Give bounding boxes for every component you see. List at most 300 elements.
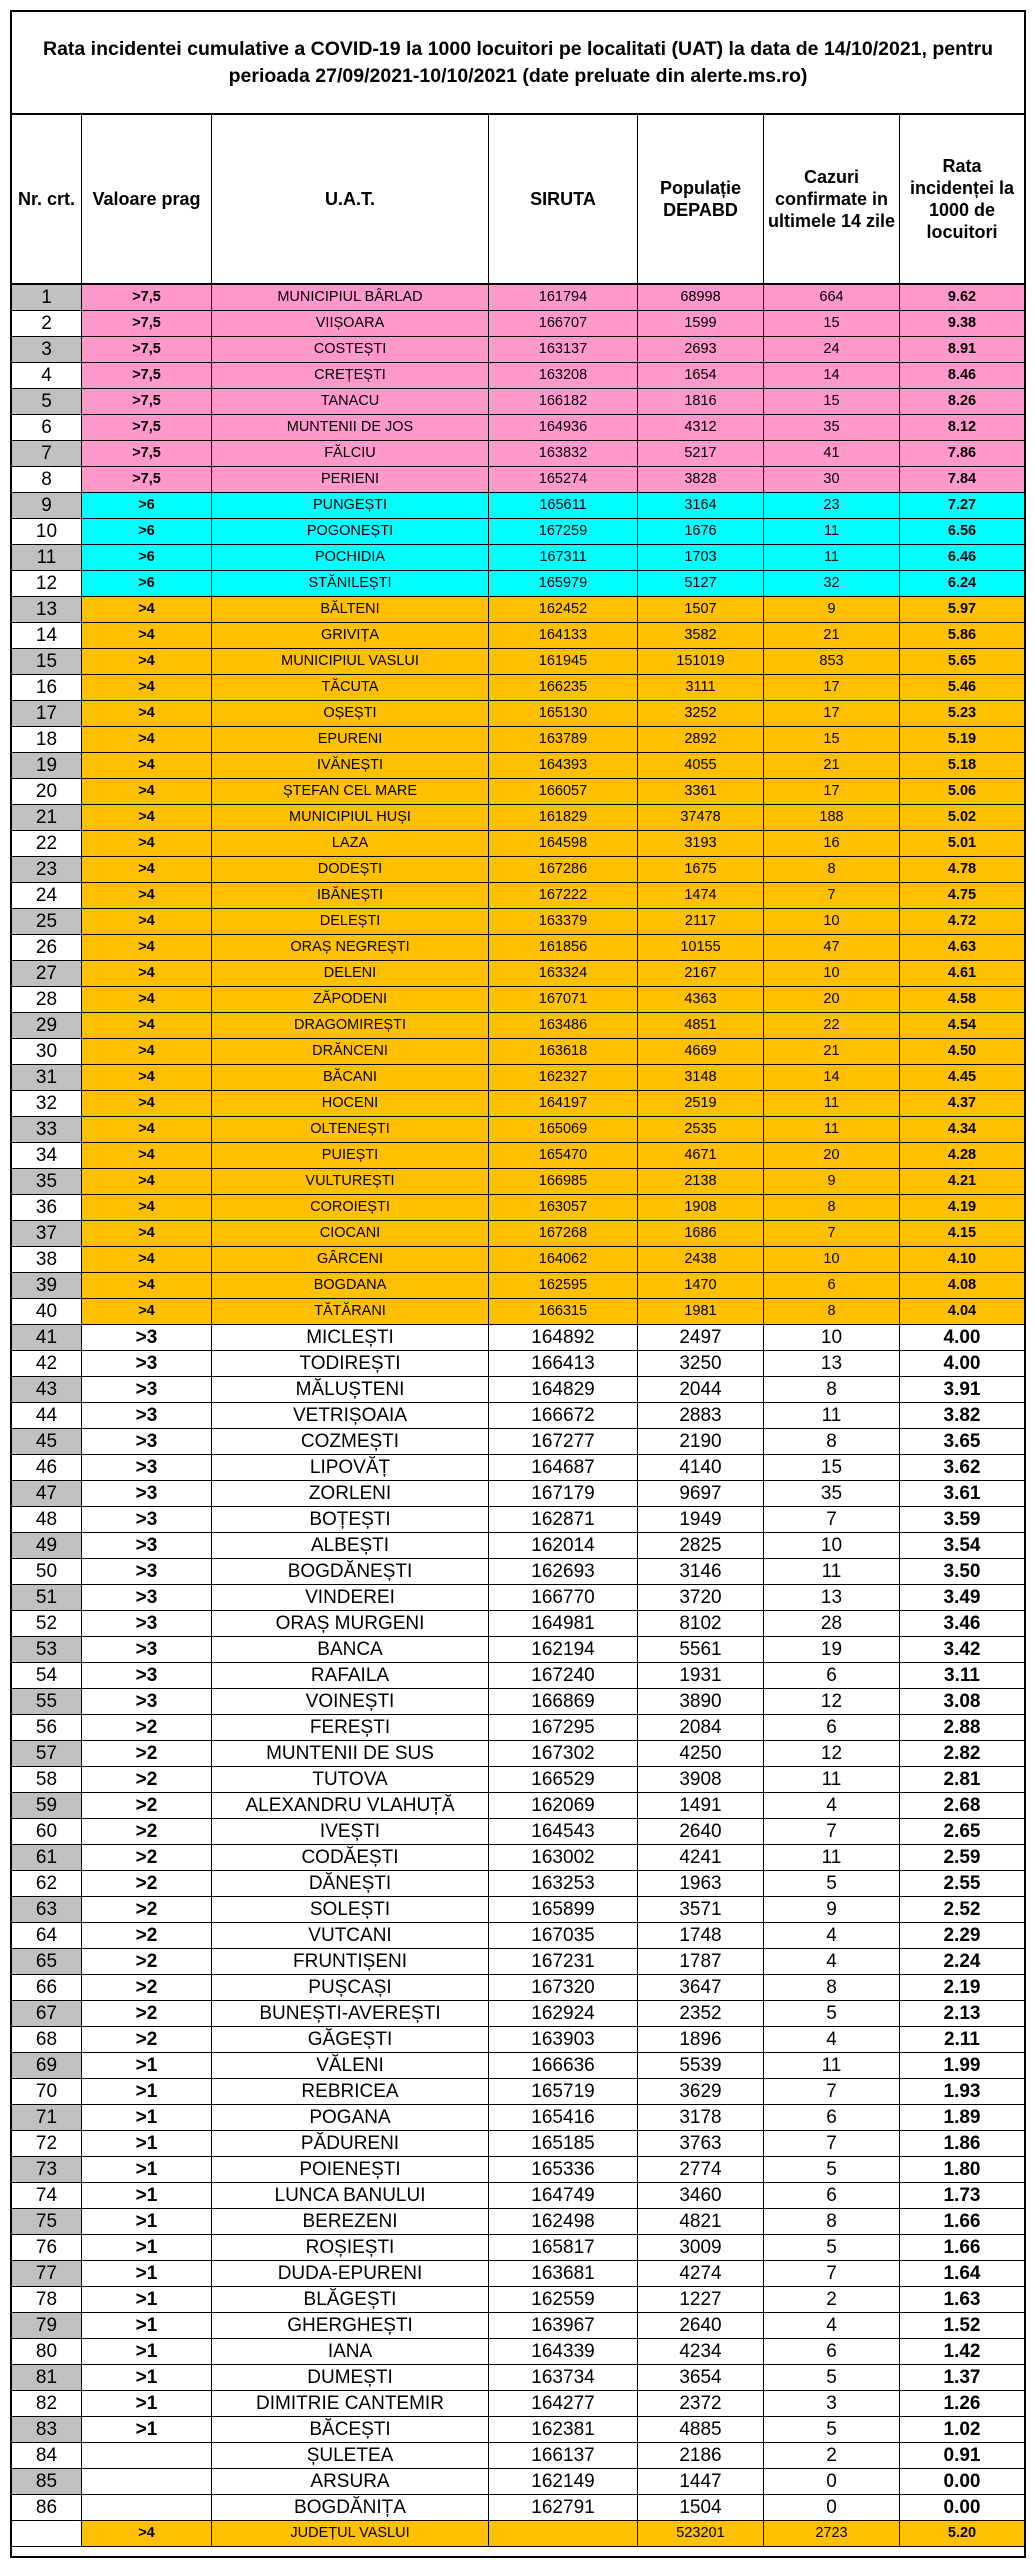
cell-cazuri: 17 [764, 701, 900, 727]
cell-nr-crt: 60 [12, 1819, 82, 1845]
cell-rata: 1.80 [900, 2157, 1024, 2183]
cell-valoare-prag: >4 [82, 1273, 212, 1299]
cell-rata: 3.54 [900, 1533, 1024, 1559]
cell-valoare-prag: >2 [82, 1715, 212, 1741]
cell-uat: PUIEȘTI [212, 1143, 489, 1169]
cell-populatie: 1748 [638, 1923, 764, 1949]
cell-cazuri: 6 [764, 2339, 900, 2365]
cell-nr-crt: 28 [12, 987, 82, 1013]
cell-uat: VULTUREȘTI [212, 1169, 489, 1195]
cell-rata: 1.63 [900, 2287, 1024, 2313]
cell-cazuri: 2 [764, 2287, 900, 2313]
cell-siruta: 165069 [489, 1117, 638, 1143]
cell-cazuri: 5 [764, 2417, 900, 2443]
cell-uat: DELEȘTI [212, 909, 489, 935]
table-row [12, 467, 1024, 493]
cell-nr-crt: 35 [12, 1169, 82, 1195]
cell-nr-crt: 69 [12, 2053, 82, 2079]
cell-valoare-prag: >4 [82, 1247, 212, 1273]
cell-valoare-prag: >3 [82, 1637, 212, 1663]
cell-populatie: 1227 [638, 2287, 764, 2313]
cell-nr-crt: 61 [12, 1845, 82, 1871]
cell-rata: 4.28 [900, 1143, 1024, 1169]
cell-rata: 2.19 [900, 1975, 1024, 2001]
cell-nr-crt: 71 [12, 2105, 82, 2131]
cell-valoare-prag: >4 [82, 597, 212, 623]
cell-valoare-prag [82, 2443, 212, 2469]
cell-siruta: 162149 [489, 2469, 638, 2495]
cell-cazuri: 0 [764, 2469, 900, 2495]
cell-rata: 3.65 [900, 1429, 1024, 1455]
cell-cazuri: 22 [764, 1013, 900, 1039]
cell-uat: IBĂNEȘTI [212, 883, 489, 909]
cell-rata: 7.86 [900, 441, 1024, 467]
cell-cazuri: 4 [764, 1923, 900, 1949]
cell-rata: 4.54 [900, 1013, 1024, 1039]
cell-uat: MUNICIPIUL BÂRLAD [212, 285, 489, 311]
header-nr-crt: Nr. crt. [12, 115, 82, 283]
cell-siruta: 165817 [489, 2235, 638, 2261]
cell-valoare-prag: >2 [82, 2027, 212, 2053]
cell-uat: TANACU [212, 389, 489, 415]
cell-uat: ORAȘ NEGREȘTI [212, 935, 489, 961]
cell-siruta: 164687 [489, 1455, 638, 1481]
cell-siruta: 163002 [489, 1845, 638, 1871]
cell-nr-crt: 3 [12, 337, 82, 363]
cell-populatie: 1654 [638, 363, 764, 389]
cell-nr-crt: 18 [12, 727, 82, 753]
cell-rata: 3.82 [900, 1403, 1024, 1429]
cell-siruta: 167286 [489, 857, 638, 883]
cell-valoare-prag: >7,5 [82, 363, 212, 389]
cell-siruta: 165336 [489, 2157, 638, 2183]
cell-populatie: 4234 [638, 2339, 764, 2365]
cell-nr-crt: 19 [12, 753, 82, 779]
header-rata: Rata incidenței la 1000 de locuitori [909, 156, 1015, 242]
cell-valoare-prag: >4 [82, 857, 212, 883]
cell-cazuri: 8 [764, 857, 900, 883]
table-row [12, 2287, 1024, 2313]
cell-populatie: 3582 [638, 623, 764, 649]
cell-populatie: 2883 [638, 1403, 764, 1429]
cell-rata: 5.20 [900, 2521, 1024, 2547]
cell-uat: LIPOVĂȚ [212, 1455, 489, 1481]
cell-valoare-prag: >4 [82, 909, 212, 935]
cell-valoare-prag: >1 [82, 2365, 212, 2391]
cell-siruta: 166707 [489, 311, 638, 337]
report-frame [10, 10, 1026, 2558]
cell-valoare-prag: >4 [82, 675, 212, 701]
table-row [12, 1247, 1024, 1273]
cell-siruta: 164598 [489, 831, 638, 857]
cell-populatie: 3647 [638, 1975, 764, 2001]
cell-uat: POIENEȘTI [212, 2157, 489, 2183]
cell-nr-crt: 2 [12, 311, 82, 337]
cell-cazuri: 0 [764, 2495, 900, 2521]
cell-valoare-prag: >4 [82, 987, 212, 1013]
cell-populatie: 1470 [638, 1273, 764, 1299]
cell-populatie: 4055 [638, 753, 764, 779]
cell-populatie: 4669 [638, 1039, 764, 1065]
cell-cazuri: 2723 [764, 2521, 900, 2547]
total-row [12, 2521, 1024, 2547]
table-row [12, 649, 1024, 675]
cell-rata: 3.08 [900, 1689, 1024, 1715]
cell-cazuri: 2 [764, 2443, 900, 2469]
cell-rata: 1.89 [900, 2105, 1024, 2131]
cell-populatie: 1599 [638, 311, 764, 337]
cell-cazuri: 7 [764, 883, 900, 909]
cell-cazuri: 30 [764, 467, 900, 493]
cell-uat: LAZA [212, 831, 489, 857]
cell-nr-crt: 10 [12, 519, 82, 545]
cell-valoare-prag: >2 [82, 2001, 212, 2027]
cell-siruta: 162069 [489, 1793, 638, 1819]
cell-siruta: 162791 [489, 2495, 638, 2521]
cell-valoare-prag: >4 [82, 2521, 212, 2547]
cell-nr-crt: 63 [12, 1897, 82, 1923]
cell-nr-crt: 14 [12, 623, 82, 649]
cell-valoare-prag: >4 [82, 753, 212, 779]
cell-populatie: 37478 [638, 805, 764, 831]
cell-valoare-prag: >2 [82, 1793, 212, 1819]
cell-populatie: 5539 [638, 2053, 764, 2079]
cell-cazuri: 10 [764, 1325, 900, 1351]
cell-siruta: 165719 [489, 2079, 638, 2105]
cell-rata: 6.46 [900, 545, 1024, 571]
cell-cazuri: 4 [764, 1949, 900, 1975]
cell-cazuri: 6 [764, 2183, 900, 2209]
cell-valoare-prag: >4 [82, 883, 212, 909]
cell-rata: 2.68 [900, 1793, 1024, 1819]
cell-rata: 4.08 [900, 1273, 1024, 1299]
cell-nr-crt: 24 [12, 883, 82, 909]
cell-siruta: 162381 [489, 2417, 638, 2443]
cell-valoare-prag: >1 [82, 2131, 212, 2157]
cell-rata: 4.37 [900, 1091, 1024, 1117]
cell-rata: 5.19 [900, 727, 1024, 753]
cell-valoare-prag: >2 [82, 1975, 212, 2001]
cell-rata: 4.58 [900, 987, 1024, 1013]
cell-rata: 5.97 [900, 597, 1024, 623]
cell-rata: 5.02 [900, 805, 1024, 831]
table-row [12, 2001, 1024, 2027]
cell-valoare-prag: >4 [82, 1117, 212, 1143]
cell-siruta: 167240 [489, 1663, 638, 1689]
cell-rata: 3.49 [900, 1585, 1024, 1611]
cell-valoare-prag: >2 [82, 1767, 212, 1793]
cell-siruta: 167311 [489, 545, 638, 571]
cell-cazuri: 11 [764, 2053, 900, 2079]
table-row [12, 1273, 1024, 1299]
cell-uat: IANA [212, 2339, 489, 2365]
cell-populatie: 5127 [638, 571, 764, 597]
cell-rata: 2.55 [900, 1871, 1024, 1897]
cell-populatie: 1908 [638, 1195, 764, 1221]
cell-rata: 4.61 [900, 961, 1024, 987]
cell-valoare-prag: >7,5 [82, 311, 212, 337]
cell-siruta: 162693 [489, 1559, 638, 1585]
cell-nr-crt: 29 [12, 1013, 82, 1039]
cell-cazuri: 7 [764, 1507, 900, 1533]
cell-cazuri: 11 [764, 1767, 900, 1793]
cell-nr-crt: 11 [12, 545, 82, 571]
cell-rata: 6.56 [900, 519, 1024, 545]
cell-valoare-prag: >6 [82, 519, 212, 545]
cell-rata: 3.50 [900, 1559, 1024, 1585]
cell-nr-crt: 55 [12, 1689, 82, 1715]
cell-cazuri: 17 [764, 675, 900, 701]
cell-siruta: 164277 [489, 2391, 638, 2417]
table-row [12, 727, 1024, 753]
cell-rata: 2.11 [900, 2027, 1024, 2053]
cell-nr-crt: 31 [12, 1065, 82, 1091]
cell-rata: 1.66 [900, 2235, 1024, 2261]
cell-uat: BOGDĂNIȚA [212, 2495, 489, 2521]
cell-siruta: 164829 [489, 1377, 638, 1403]
cell-valoare-prag: >2 [82, 1897, 212, 1923]
cell-rata: 4.10 [900, 1247, 1024, 1273]
table-row [12, 1637, 1024, 1663]
cell-populatie: 151019 [638, 649, 764, 675]
table-row [12, 2495, 1024, 2521]
cell-cazuri: 7 [764, 1221, 900, 1247]
cell-populatie: 3146 [638, 1559, 764, 1585]
cell-uat: COZMEȘTI [212, 1429, 489, 1455]
cell-uat: ALBEȘTI [212, 1533, 489, 1559]
cell-uat: DELENI [212, 961, 489, 987]
cell-nr-crt: 65 [12, 1949, 82, 1975]
cell-rata: 8.91 [900, 337, 1024, 363]
cell-cazuri: 7 [764, 2079, 900, 2105]
cell-populatie: 3111 [638, 675, 764, 701]
cell-rata: 1.99 [900, 2053, 1024, 2079]
cell-cazuri: 4 [764, 2313, 900, 2339]
cell-nr-crt: 79 [12, 2313, 82, 2339]
cell-valoare-prag: >4 [82, 779, 212, 805]
cell-valoare-prag: >4 [82, 1299, 212, 1325]
table-row [12, 1741, 1024, 1767]
table-row [12, 415, 1024, 441]
cell-rata: 4.19 [900, 1195, 1024, 1221]
table-row [12, 2209, 1024, 2235]
cell-populatie: 2892 [638, 727, 764, 753]
cell-uat: DUDA-EPURENI [212, 2261, 489, 2287]
cell-siruta: 166057 [489, 779, 638, 805]
cell-valoare-prag: >3 [82, 1507, 212, 1533]
cell-uat: PĂDURENI [212, 2131, 489, 2157]
cell-uat: FEREȘTI [212, 1715, 489, 1741]
cell-rata: 9.38 [900, 311, 1024, 337]
cell-populatie: 4312 [638, 415, 764, 441]
cell-siruta: 165611 [489, 493, 638, 519]
table-row [12, 2105, 1024, 2131]
cell-cazuri: 20 [764, 987, 900, 1013]
cell-siruta: 163208 [489, 363, 638, 389]
table-row [12, 909, 1024, 935]
cell-nr-crt: 86 [12, 2495, 82, 2521]
cell-uat: VETRIȘOAIA [212, 1403, 489, 1429]
cell-uat: BOȚEȘTI [212, 1507, 489, 1533]
cell-rata: 4.21 [900, 1169, 1024, 1195]
cell-cazuri: 6 [764, 1715, 900, 1741]
cell-uat: SOLEȘTI [212, 1897, 489, 1923]
cell-populatie: 1675 [638, 857, 764, 883]
cell-rata: 3.62 [900, 1455, 1024, 1481]
cell-uat: RAFAILA [212, 1663, 489, 1689]
cell-siruta: 166770 [489, 1585, 638, 1611]
table-row [12, 2053, 1024, 2079]
cell-cazuri: 11 [764, 1403, 900, 1429]
table-row [12, 1923, 1024, 1949]
cell-nr-crt: 30 [12, 1039, 82, 1065]
cell-populatie: 3361 [638, 779, 764, 805]
cell-valoare-prag: >4 [82, 649, 212, 675]
table-row [12, 363, 1024, 389]
table-row [12, 1897, 1024, 1923]
table-row [12, 1975, 1024, 2001]
cell-valoare-prag: >1 [82, 2235, 212, 2261]
cell-nr-crt: 15 [12, 649, 82, 675]
table-row [12, 1195, 1024, 1221]
cell-uat: VOINEȘTI [212, 1689, 489, 1715]
cell-valoare-prag: >4 [82, 1065, 212, 1091]
cell-cazuri: 41 [764, 441, 900, 467]
table-row [12, 753, 1024, 779]
cell-populatie: 1703 [638, 545, 764, 571]
cell-rata: 8.12 [900, 415, 1024, 441]
cell-uat: PUȘCAȘI [212, 1975, 489, 2001]
cell-uat: LUNCA BANULUI [212, 2183, 489, 2209]
table-row [12, 1221, 1024, 1247]
cell-valoare-prag: >6 [82, 571, 212, 597]
cell-populatie: 9697 [638, 1481, 764, 1507]
cell-siruta: 164339 [489, 2339, 638, 2365]
cell-populatie: 3828 [638, 467, 764, 493]
cell-rata: 8.26 [900, 389, 1024, 415]
cell-populatie: 2186 [638, 2443, 764, 2469]
cell-valoare-prag [82, 2495, 212, 2521]
cell-rata: 1.73 [900, 2183, 1024, 2209]
cell-cazuri: 8 [764, 1377, 900, 1403]
cell-siruta: 167259 [489, 519, 638, 545]
cell-rata: 1.02 [900, 2417, 1024, 2443]
cell-rata: 5.06 [900, 779, 1024, 805]
cell-uat: ȘULETEA [212, 2443, 489, 2469]
cell-uat: VINDEREI [212, 1585, 489, 1611]
cell-uat: ZĂPODENI [212, 987, 489, 1013]
cell-valoare-prag: >3 [82, 1663, 212, 1689]
cell-populatie: 1447 [638, 2469, 764, 2495]
cell-cazuri: 10 [764, 1247, 900, 1273]
cell-siruta: 165979 [489, 571, 638, 597]
cell-uat: BUNEȘTI-AVEREȘTI [212, 2001, 489, 2027]
table-row [12, 1091, 1024, 1117]
cell-cazuri: 5 [764, 2157, 900, 2183]
cell-siruta: 167320 [489, 1975, 638, 2001]
cell-siruta: 165274 [489, 467, 638, 493]
cell-siruta: 163057 [489, 1195, 638, 1221]
cell-rata: 2.29 [900, 1923, 1024, 1949]
cell-cazuri: 35 [764, 415, 900, 441]
cell-uat: ZORLENI [212, 1481, 489, 1507]
cell-cazuri: 19 [764, 1637, 900, 1663]
cell-siruta: 162452 [489, 597, 638, 623]
cell-nr-crt: 84 [12, 2443, 82, 2469]
cell-valoare-prag: >4 [82, 623, 212, 649]
cell-nr-crt: 37 [12, 1221, 82, 1247]
table-row [12, 2339, 1024, 2365]
cell-populatie: 1507 [638, 597, 764, 623]
cell-siruta: 163734 [489, 2365, 638, 2391]
cell-siruta: 166137 [489, 2443, 638, 2469]
cell-siruta: 166413 [489, 1351, 638, 1377]
cell-cazuri: 13 [764, 1585, 900, 1611]
cell-siruta: 164543 [489, 1819, 638, 1845]
cell-siruta: 167035 [489, 1923, 638, 1949]
table-row [12, 1039, 1024, 1065]
cell-rata: 4.00 [900, 1351, 1024, 1377]
table-row [12, 493, 1024, 519]
cell-nr-crt: 44 [12, 1403, 82, 1429]
cell-populatie: 1949 [638, 1507, 764, 1533]
cell-nr-crt: 12 [12, 571, 82, 597]
cell-valoare-prag: >4 [82, 1195, 212, 1221]
cell-valoare-prag: >4 [82, 805, 212, 831]
table-row [12, 1767, 1024, 1793]
table-row [12, 1065, 1024, 1091]
cell-rata: 2.82 [900, 1741, 1024, 1767]
cell-nr-crt: 25 [12, 909, 82, 935]
cell-siruta: 163903 [489, 2027, 638, 2053]
cell-populatie: 4363 [638, 987, 764, 1013]
cell-populatie: 1931 [638, 1663, 764, 1689]
cell-uat: BĂLTENI [212, 597, 489, 623]
cell-cazuri: 8 [764, 2209, 900, 2235]
cell-siruta: 164393 [489, 753, 638, 779]
table-row [12, 805, 1024, 831]
cell-valoare-prag: >1 [82, 2287, 212, 2313]
cell-cazuri: 32 [764, 571, 900, 597]
cell-cazuri: 21 [764, 1039, 900, 1065]
cell-siruta: 167179 [489, 1481, 638, 1507]
cell-cazuri: 4 [764, 2027, 900, 2053]
cell-uat: DĂNEȘTI [212, 1871, 489, 1897]
cell-siruta: 163324 [489, 961, 638, 987]
cell-siruta: 163832 [489, 441, 638, 467]
cell-populatie: 4885 [638, 2417, 764, 2443]
cell-nr-crt: 23 [12, 857, 82, 883]
cell-valoare-prag: >4 [82, 727, 212, 753]
cell-siruta: 162014 [489, 1533, 638, 1559]
cell-siruta: 166315 [489, 1299, 638, 1325]
cell-cazuri: 15 [764, 1455, 900, 1481]
cell-valoare-prag: >4 [82, 831, 212, 857]
cell-nr-crt: 62 [12, 1871, 82, 1897]
cell-cazuri: 17 [764, 779, 900, 805]
cell-populatie: 4241 [638, 1845, 764, 1871]
cell-valoare-prag: >3 [82, 1403, 212, 1429]
cell-populatie: 5217 [638, 441, 764, 467]
cell-rata: 4.63 [900, 935, 1024, 961]
cell-nr-crt: 39 [12, 1273, 82, 1299]
cell-populatie: 2044 [638, 1377, 764, 1403]
cell-cazuri: 5 [764, 1871, 900, 1897]
table-row [12, 597, 1024, 623]
cell-siruta: 163379 [489, 909, 638, 935]
cell-populatie: 523201 [638, 2521, 764, 2547]
cell-rata: 1.26 [900, 2391, 1024, 2417]
